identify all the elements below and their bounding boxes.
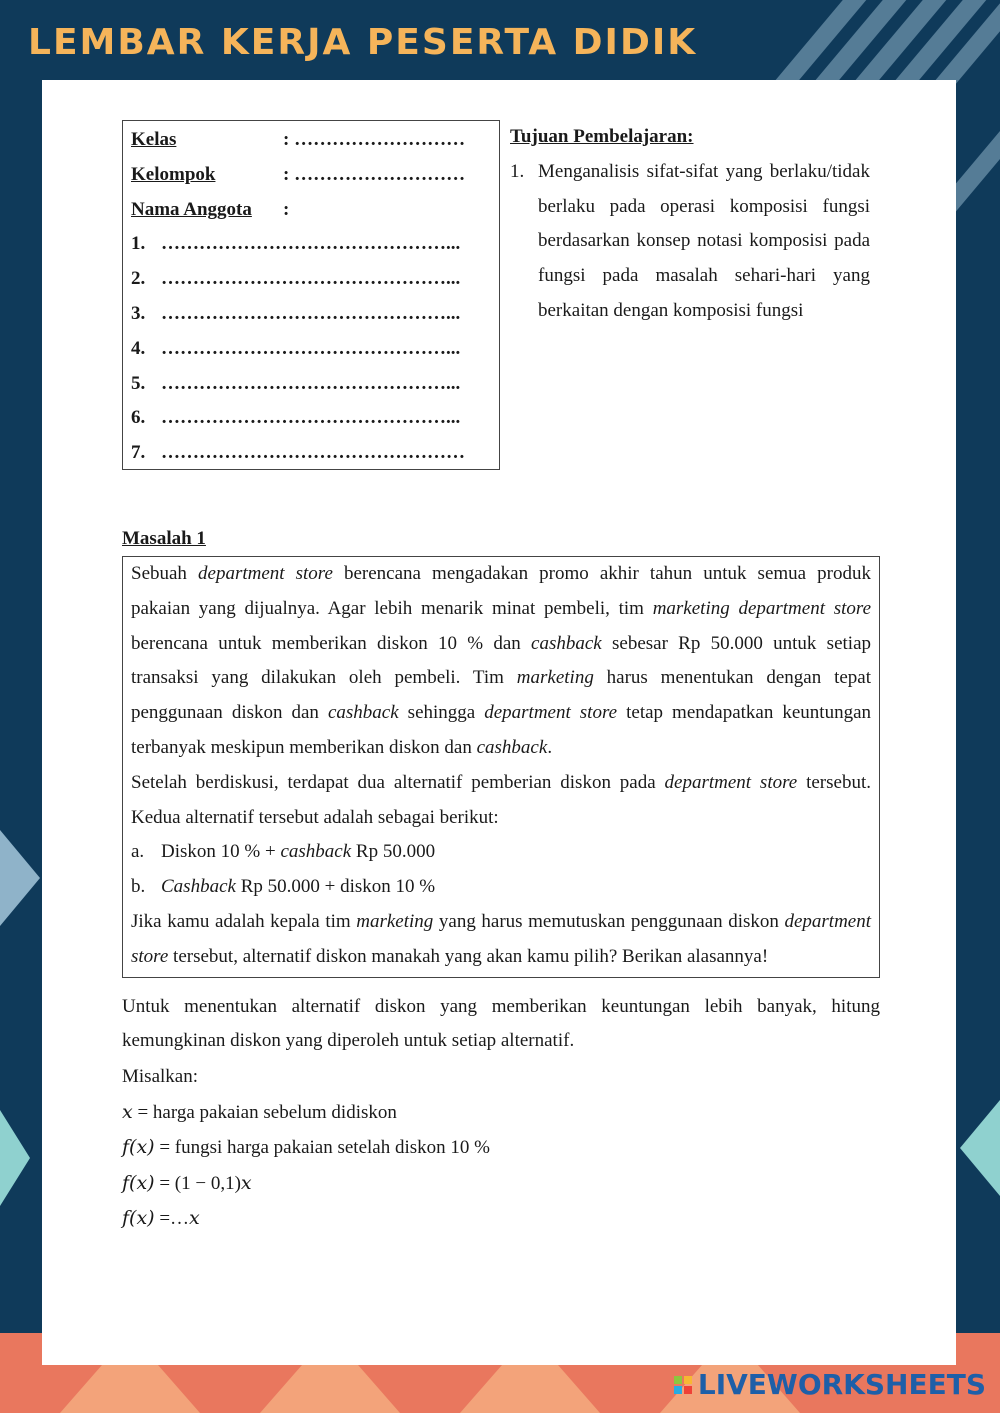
members-colon: : — [283, 198, 290, 220]
group-field[interactable] — [131, 158, 491, 193]
member-line[interactable]: 5. ………………………………………... — [131, 372, 461, 394]
goal-item: 1. Menganalisis sifat-sifat yang berlaku/tidak berlaku pada operasi komposisi fungsi berdasarkan konsep notasi komposisi pada fungsi pada masalah sehari-hari yang berkaitan dengan komposisi fungsi — [510, 155, 880, 329]
class-blank: : ……………………… — [283, 129, 466, 150]
group-blank: : ……………………… — [283, 163, 466, 185]
problem-paragraph-1: Sebuah department store berencana mengadakan promo akhir tahun untuk semua produk pakaian yang dijualnya. Agar lebih menarik minat pembeli, tim marketing department store berencana untuk memberikan diskon 10 % dan cashback sebesar Rp 50.000 untuk setiap transaksi yang dilakukan oleh pembeli. Tim marketing harus menentukan dengan tepat penggunaan diskon dan cashback sehingga department store tetap mendapatkan keuntungan terbanyak meskipun memberikan diskon dan cashback. — [131, 563, 872, 758]
option-a: a. Diskon 10 % + cashback Rp 50.000 — [131, 841, 436, 863]
member-line[interactable]: 6. ………………………………………... — [131, 407, 461, 429]
member-line[interactable]: 3. ………………………………………... — [131, 302, 461, 324]
goal-text: Menganalisis sifat-sifat yang berlaku/tidak berlaku pada operasi komposisi fungsi berdasarkan konsep notasi komposisi pada fungsi pada masalah sehari-hari yang berkaitan dengan komposisi fungsi — [538, 160, 870, 321]
problem-paragraph-2: Setelah berdiskusi, terdapat dua alternatif pemberian diskon pada department store tersebut. Kedua alternatif tersebut adalah sebagai berikut: — [131, 771, 871, 828]
student-identity-box — [122, 120, 500, 470]
member-line[interactable]: 2. ………………………………………... — [131, 268, 461, 290]
class-label: Kelas — [131, 129, 177, 150]
class-field[interactable] — [131, 123, 491, 158]
group-label: Kelompok — [131, 163, 216, 185]
problem-paragraph-3: Jika kamu adalah kepala tim marketing yang harus memutuskan penggunaan diskon department store tersebut, alternatif diskon manakah yang akan kamu pilih? Berikan alasannya! — [131, 910, 872, 967]
member-line[interactable]: 1. ………………………………………... — [131, 233, 461, 255]
let-label: Misalkan: — [122, 1066, 198, 1088]
page-header-title: LEMBAR KERJA PESERTA DIDIK — [28, 22, 698, 63]
definition-x: x = harga pakaian sebelum didiskon — [122, 1100, 397, 1123]
liveworksheets-logo: LIVEWORKSHEETS — [674, 1368, 986, 1401]
worksheet-page — [42, 80, 956, 1365]
members-field — [131, 193, 491, 228]
equation-fx-1: f(x) = (1 − 0,1)x — [122, 1171, 252, 1194]
option-b: b. Cashback Rp 50.000 + diskon 10 % — [131, 876, 436, 898]
problem-title: Masalah 1 — [122, 528, 206, 549]
liveworksheets-logo-icon — [674, 1376, 692, 1394]
learning-goals-title: Tujuan Pembelajaran: — [510, 126, 694, 147]
members-label: Nama Anggota — [131, 198, 252, 220]
definition-fx: f(x) = fungsi harga pakaian setelah diskon 10 % — [122, 1136, 490, 1159]
equation-fx-answer[interactable]: f(x) =…x — [122, 1207, 200, 1230]
learning-goals — [510, 120, 880, 470]
member-line[interactable]: 7. ………………………………………… — [131, 442, 465, 464]
member-line[interactable]: 4. ………………………………………... — [131, 337, 461, 359]
instruction-paragraph: Untuk menentukan alternatif diskon yang memberikan keuntungan lebih banyak, hitung kemungkinan diskon yang diperoleh untuk setiap alternatif. — [122, 995, 880, 1052]
problem-box — [122, 556, 880, 978]
